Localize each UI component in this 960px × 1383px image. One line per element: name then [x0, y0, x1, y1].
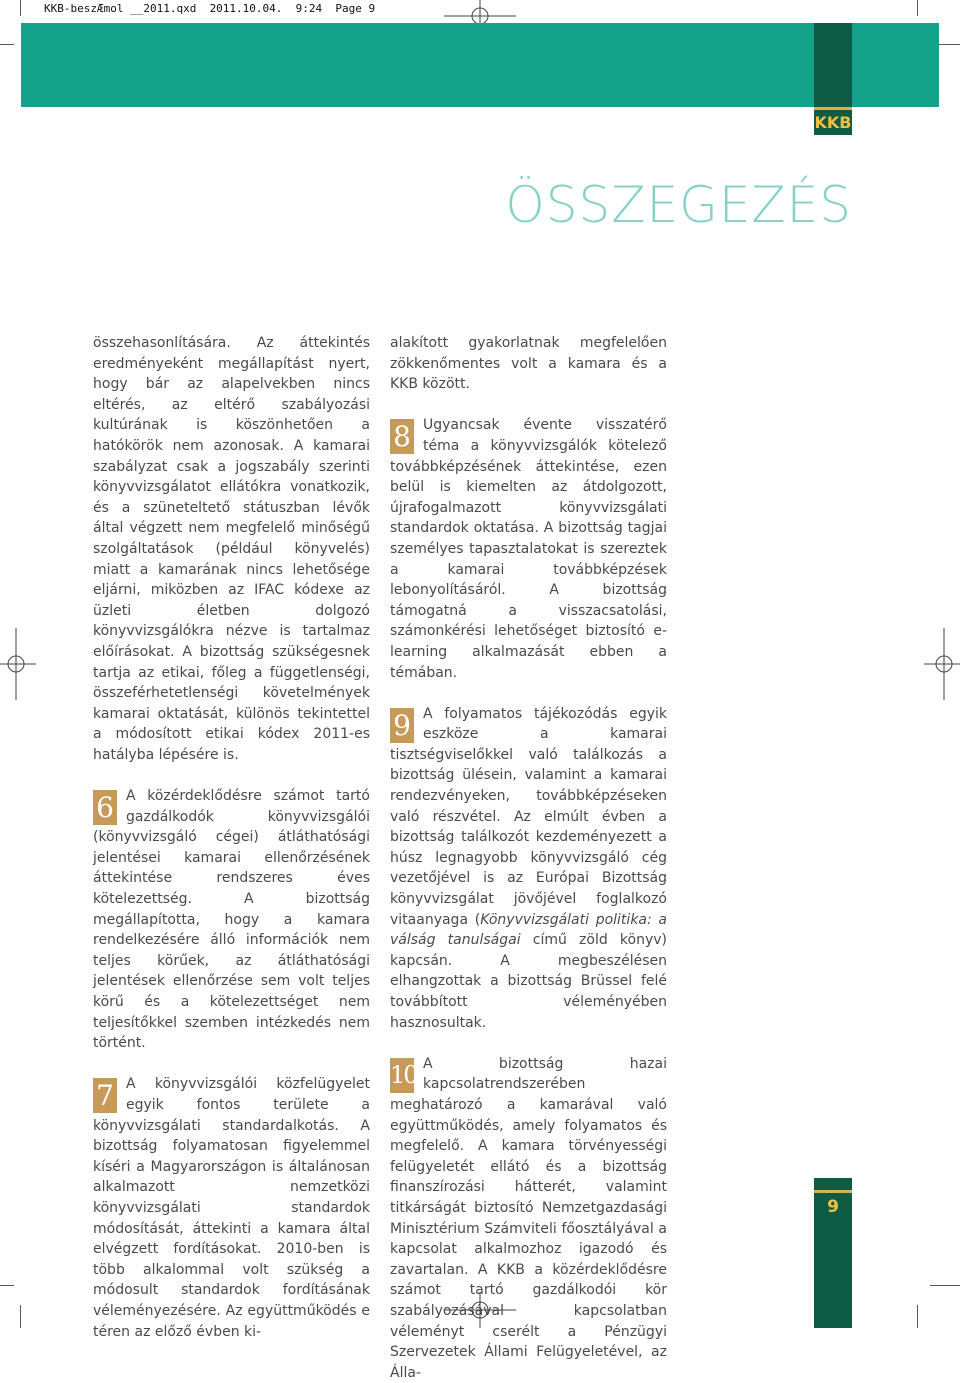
footer-strip	[814, 1178, 852, 1328]
page-number: 9	[827, 1197, 839, 1217]
numbered-item-9	[390, 704, 667, 1034]
item-number-badge: 7	[93, 1078, 117, 1113]
crop-mark	[0, 44, 14, 45]
crop-mark	[20, 0, 21, 16]
item-number-badge: 10	[390, 1058, 414, 1093]
gold-rule	[814, 1190, 852, 1193]
item-text: című zöld könyv) kapcsán. A megbeszélésen elhangzottak a bizottság Brüssel felé továbbított véleményében hasznosultak.	[390, 932, 667, 1031]
crop-mark	[20, 1305, 21, 1328]
header-strip	[814, 23, 852, 135]
item-number-badge: 6	[93, 790, 117, 825]
kkb-logo: KKB	[814, 113, 852, 132]
header-band	[21, 23, 939, 107]
crop-mark	[930, 1285, 960, 1286]
item-number-badge: 8	[390, 419, 414, 454]
left-intro-paragraph: összehasonlítására. Az áttekintés eredményeként megállapítást nyert, hogy bár az alapelvekben nincs eltérés, az eltérő szabályozási kultúrának is köszönhetően a hatókörök nem azonosak. A kamarai szabályzat csak a jogszabály szerinti könyvvizsgálatot ellátókra vonatkozik, és a szüneteltető státuszban lévők által végzett nem megfelelő minőségű szolgáltatások (például könyvelés) miatt a kamarának nincs lehetősége eljárni, miközben az IFAC kódexe az üzleti életben dolgozó könyvvizsgálókra nézve is tartalmaz előírásokat. A bizottság szükségesnek tartja az etikai, főleg a függetlenségi, összeférhetetlenségi követelmények kamarai oktatását, különös tekintettel a módosított etikai kódex 2011-es hatályba lépésére is.	[93, 335, 370, 763]
item-text: A közérdeklődésre számot tartó gazdálkodók könyvvizsgálói (könyvvizsgáló cégei) átláthatósági jelentései kamarai ellenőrzésének áttekintése rendszeres éves kötelezettség. A bizottság megállapította, hogy a kamara rendelkezésére álló információk nem teljes körűek, az átláthatósági jelentések ellenőrzése sem volt teljes körű és a kötelezettséget nem teljesítőkkel szemben intézkedés nem történt.	[93, 788, 370, 1052]
item-number-badge: 9	[390, 708, 414, 743]
registration-mark-right	[924, 628, 960, 700]
numbered-item-8	[390, 415, 667, 683]
print-slug: KKB-beszÆmol __2011.qxd 2011.10.04. 9:24 Page 9	[44, 2, 376, 15]
registration-mark-left	[0, 628, 36, 700]
item-text: Ugyancsak évente visszatérő téma a könyvvizsgálók kötelező továbbképzésének áttekintése, ezen belül is kiemelten az átdolgozott, újrafogalmazott könyvvizsgálati standardok oktatása. A bizottság tagjai személyes tapasztalatokat is szereztek a kamarai továbbképzések lebonyolításáról. A bizottság támogatná a visszacsatolási, számonkérési lehetőséget biztosító e-learning alkalmazását ebben a témában.	[390, 417, 667, 681]
numbered-item-7	[93, 1074, 370, 1342]
crop-mark	[917, 1305, 918, 1328]
crop-mark	[0, 1285, 14, 1286]
numbered-item-6	[93, 786, 370, 1054]
numbered-item-10	[390, 1054, 667, 1383]
item-italic-title: Könyvvizsgálati politika: a válság tanulságai	[390, 911, 667, 949]
right-intro-paragraph: alakított gyakorlatnak megfelelően zökkenőmentes volt a kamara és a KKB között.	[390, 335, 667, 393]
gold-rule	[814, 107, 852, 110]
page-title: ÖSSZEGEZÉS	[505, 176, 852, 234]
left-column	[93, 333, 370, 1342]
item-text: A bizottság hazai kapcsolatrendszerében meghatározó a kamarával való együttműködés, amely folyamatos és megfelelő. A kamara törvényességi felügyeletét ellátó és a bizottság finanszírozási hátterét, valamint titkárságát biztosító Nemzetgazdasági Minisztérium Számviteli főosztályával a kapcsolat alkalmozhoz igazodó és zavartalan. A KKB a közérdeklődésre számot tartó gazdálkodói kör szabályozásával kapcsolatban véleményt cserélt a Pénzügyi Szervezetek Állami Felügyeletével, az Álla-	[390, 1055, 667, 1381]
item-text: A folyamatos tájékozódás egyik eszköze a kamarai tisztségviselőkkel való találkozás a bizottság ülésein, valamint a kamarai rendezvényeken, továbbképzéseken való részvétel. Az elmúlt évben a bizottság találkozót kezdeményezett a húsz legnagyobb könyvvizsgáló cég vezetőjével is az Európai Bizottság könyvvizsgálat jövőjével foglalkozó vitaanyaga (	[390, 705, 667, 928]
crop-mark	[917, 0, 918, 16]
item-text: A könyvvizsgálói közfelügyelet egyik fontos területe a könyvvizsgálati standardalkotás. A bizottság folyamatosan figyelemmel kíséri a Magyarországon is általánosan alkalmazott nemzetközi könyvvizsgálati standardok módosítását, áttekinti a kamara által elvégzett fordításokat. 2010-ben is több alkalommal volt szükség a módosult standardok fordításának véleményezésére. Az együttműködés e téren az előző évben ki-	[93, 1076, 370, 1340]
right-column	[390, 333, 667, 1383]
